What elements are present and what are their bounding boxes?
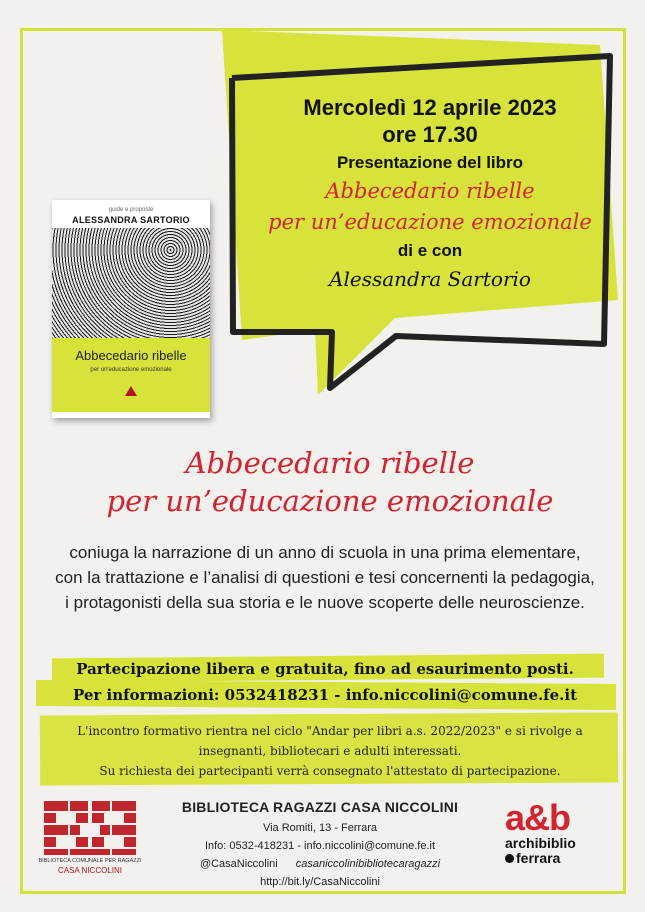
cycle-line2: insegnanti, bibliotecari e adulti interessati. <box>198 744 462 758</box>
event-presentation: Presentazione del libro <box>336 153 524 172</box>
logo-left-name: CASA NICCOLINI <box>57 866 122 875</box>
footer-contacts <box>160 797 480 891</box>
book-cover-image <box>52 228 210 338</box>
participation-note: Partecipazione libera e gratuita, fino ad esaurimento posti. <box>76 660 574 678</box>
event-by: di e con <box>397 241 463 260</box>
social-row <box>160 855 480 873</box>
library-info[interactable]: Info: 0532-418231 - info.niccolini@comune.fe.it <box>204 840 436 852</box>
headline-line2: per un’educazione emozionale <box>106 484 554 518</box>
book-cover <box>52 200 210 418</box>
event-date: Mercoledì 12 aprile 2023 <box>303 95 557 120</box>
book-author: ALESSANDRA SARTORIO <box>72 215 190 225</box>
logo-ferrara-text: ferrara <box>516 850 561 866</box>
event-title-line2: per un’educazione emozionale <box>268 210 592 234</box>
publisher-logo-icon <box>125 386 137 396</box>
event-author: Alessandra Sartorio <box>329 267 531 291</box>
archibiblio-logo <box>505 797 605 866</box>
contact-info: Per informazioni: 0532418231 - info.niccolini@comune.fe.it <box>72 686 578 704</box>
event-time: ore 17.30 <box>382 122 478 147</box>
book-title: Abbecedario ribelle <box>75 348 187 363</box>
headline <box>60 444 600 520</box>
book-series: guide e proposte <box>108 207 154 213</box>
library-link[interactable]: http://bit.ly/CasaNiccolini <box>260 876 380 888</box>
cycle-line1: L'incontro formativo rientra nel ciclo "Andar per libri a.s. 2022/2023" e si rivolge a <box>77 724 583 738</box>
headline-line1: Abbecedario ribelle <box>185 446 475 480</box>
social-handle[interactable]: @CasaNiccolini <box>199 858 278 870</box>
cycle-note <box>50 721 610 781</box>
logo-ferrara <box>505 851 605 866</box>
logo-left-caption: BIBLIOTECA COMUNALE PER RAGAZZI <box>38 858 142 864</box>
description: coniuga la narrazione di un anno di scuola in una prima elementare, con la trattazione e l’analisi di questioni e tesi concernenti la pedagogia, i protagonisti della sua storia e le nuove scoperte delle neuroscienze. <box>55 543 595 612</box>
social-name[interactable]: casaniccolinibibliotecaragazzi <box>295 858 441 870</box>
library-name: BIBLIOTECA RAGAZZI CASA NICCOLINI <box>181 799 459 815</box>
book-title-band <box>52 338 210 412</box>
cycle-line3: Su richiesta dei partecipanti verrà consegnato l'attestato di partecipazione. <box>99 764 561 778</box>
book-subtitle: per un'educazione emozionale <box>90 367 172 373</box>
logo-ab: a&b <box>505 797 571 838</box>
event-title-line1: Abbecedario ribelle <box>325 179 535 203</box>
event-details <box>230 94 630 294</box>
dot-icon <box>505 854 514 863</box>
library-address: Via Romiti, 13 - Ferrara <box>262 822 378 834</box>
logo-archibiblio: archibiblio <box>505 835 576 851</box>
